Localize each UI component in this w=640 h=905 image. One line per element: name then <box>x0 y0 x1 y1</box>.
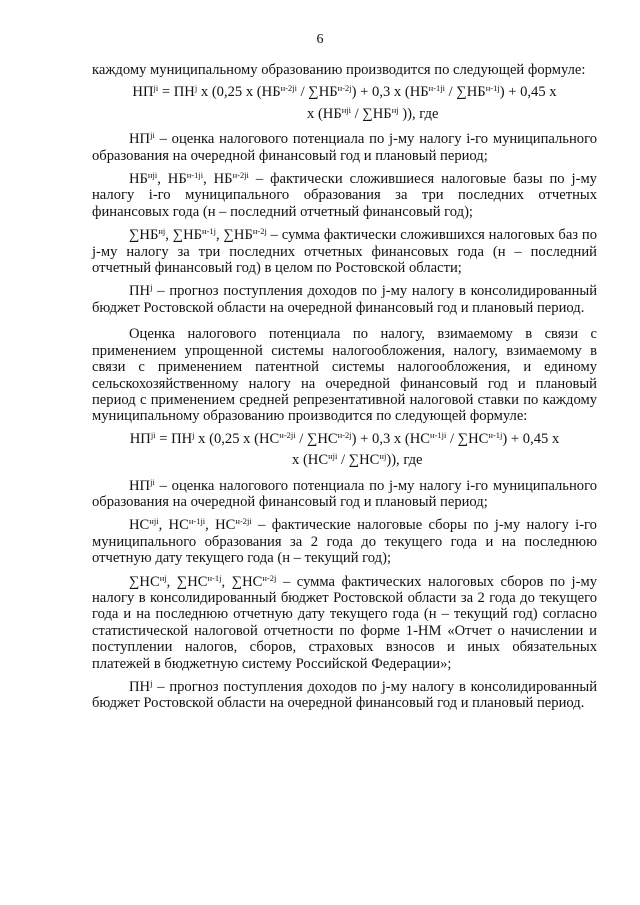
paragraph-intro-end: каждому муниципальному образованию производится по следующей формуле: <box>92 62 586 78</box>
definition-pn-2: $ПН^j$ – прогноз поступления доходов по j-му налогу в консолидированный бюджет Ростовской области на очередной финансовый год и плановый период. <box>92 678 597 712</box>
definition-sum-ns: $\sum НС^{нj}$, $\sum НС^{н-1j}$, $\sum НС^{н-2j}$ – сумма фактических налоговых сборов по j-му налогу в консолидированный бюджет Ростовской области за 2 года до текущего года и на последнюю отчетную дату текущего года (н – текущий год) согласно статистической налоговой отчетности по форме 1-НМ «Отчет о начислении и поступлении налогов, сборов, страховых взносов и иных обязательных платежей в бюджетную систему Российской Федерации»; <box>92 572 597 672</box>
definition-np-2: $НП^{ji}$ – оценка налогового потенциала по j-му налогу i-го муниципального образования на очередной финансовый год и плановый период; <box>92 476 597 510</box>
paragraph-usn-estimate: Оценка налогового потенциала по налогу, взимаемому в связи с применением упрощенной системы налогообложения, налогу, взимаемому в связи с применением патентной системы налогообложения, и единому сельскохозяйственному налогу на очередной финансовый год и плановый период с применением средней репрезентативной налоговой ставки по каждому муниципальному образованию производится по следующей формуле: <box>92 326 597 425</box>
definition-sum-nb: $\sum НБ^{нj}$, $\sum НБ^{н-1j}$, $\sum НБ^{н-2j}$ – сумма фактически сложившихся налоговых баз по j-му налогу за три последних отчетных финансовых года (н – последний отчетный финансовый год) в целом по Ростовской области; <box>92 226 597 277</box>
formula-1-line-2: x ($НБ^{нji} / \sum НБ^{нj}$ )), где <box>307 104 439 122</box>
formula-2-line-2: x $(НС^{нji} / \sum НС^{нj})$), где <box>292 451 423 469</box>
document-body <box>92 62 597 712</box>
formula-1-line-1: $НП^{ji} = ПН^j$ x (0,25 x $(НБ^{н-2ji} / \sum НБ^{н-2j}) + 0,3$ x $(НБ^{н-1ji} / \sum НБ^{н-1j}) + 0,45$ x <box>132 83 557 101</box>
definition-np: $НП^{ji}$ – оценка налогового потенциала по j-му налогу i-го муниципального образования на очередной финансовый год и плановый период; <box>92 130 597 164</box>
definition-ns: $НС^{нji}$, $НС^{н-1ji}$, $НС^{н-2ji}$ – фактические налоговые сборы по j-му налогу i-го муниципального образования за 2 года до текущего года и на последнюю отчетную дату текущего года (н – текущий год); <box>92 516 597 567</box>
definition-nb: $НБ^{нji}$, $НБ^{н-1ji}$, $НБ^{н-2ji}$ – фактически сложившиеся налоговые базы по j-му налогу i-го муниципального образования за три последних отчетных финансовых года (н – последний отчетный финансовый год); <box>92 170 597 220</box>
formula-2-line-1: $НП^{ji} = ПН^j$ x (0,25 x $(НС^{н-2ji} / \sum НС^{н-2j}) + 0,3$ x $(НС^{н-1ji} / \sum НС^{н-1j}) + 0,45$ x <box>129 429 560 447</box>
definition-pn: $ПН^j$ – прогноз поступления доходов по j-му налогу в консолидированный бюджет Ростовской области на очередной финансовый год и плановый период. <box>92 282 597 316</box>
page-number: 6 <box>316 32 324 47</box>
